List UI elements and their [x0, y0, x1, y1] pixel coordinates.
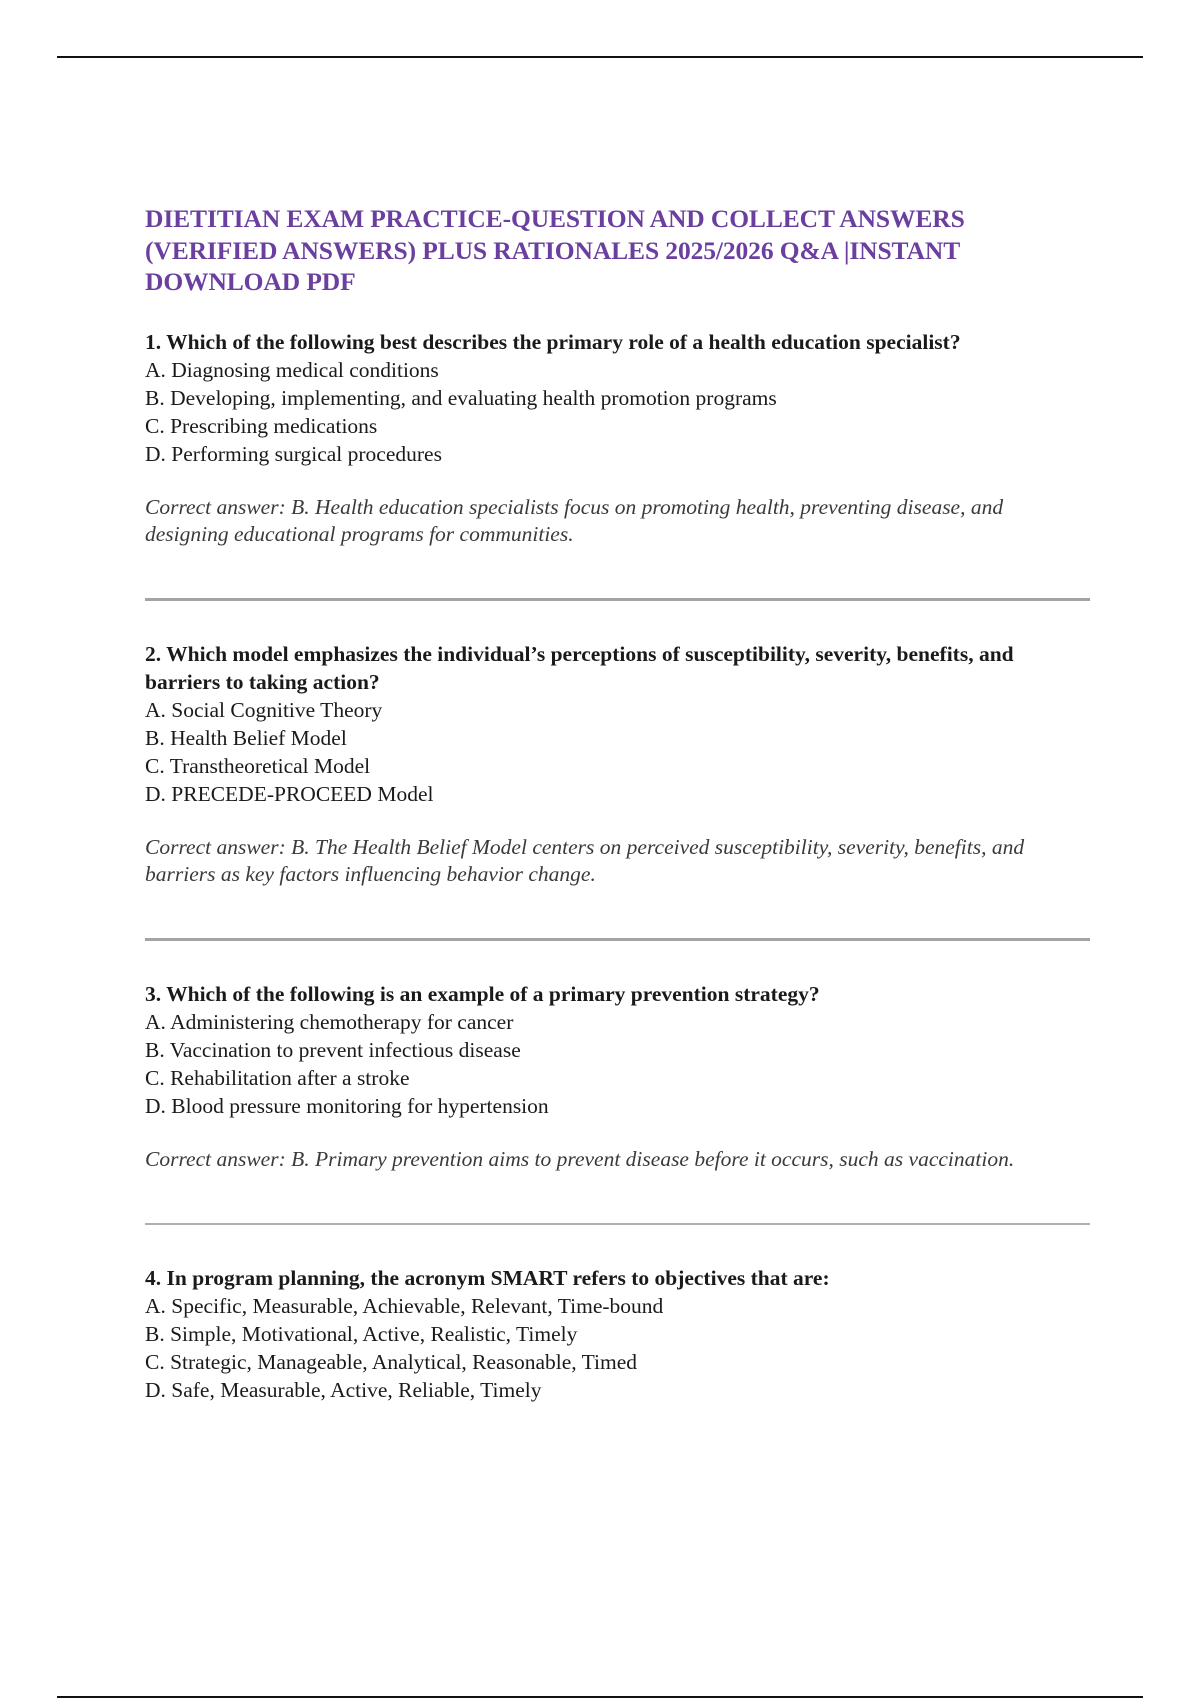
correct-answer-rationale: Correct answer: B. The Health Belief Model centers on perceived susceptibility, severity, benefits, and barriers as key factors influencing behavior change. [145, 834, 1025, 886]
answer-option: B. Health Belief Model [145, 725, 347, 750]
top-rule [57, 56, 1143, 58]
correct-answer-rationale: Correct answer: B. Primary prevention aims to prevent disease before it occurs, such as vaccination. [145, 1146, 1015, 1171]
question-block [145, 328, 1090, 548]
bottom-rule [57, 1696, 1143, 1698]
question-text: 3. Which of the following is an example of a primary prevention strategy? [145, 981, 820, 1006]
question-block [145, 640, 1090, 888]
answer-option: C. Transtheoretical Model [145, 753, 371, 778]
question-separator [145, 938, 1090, 941]
document-title: DIETITIAN EXAM PRACTICE-QUESTION AND COLLECT ANSWERS (VERIFIED ANSWERS) PLUS RATIONALES 2025/2026 Q&A |INSTANT DOWNLOAD PDF [145, 204, 965, 296]
answer-option: C. Strategic, Manageable, Analytical, Reasonable, Timed [145, 1349, 638, 1374]
answer-option: D. Safe, Measurable, Active, Reliable, Timely [145, 1377, 542, 1402]
answer-option: B. Vaccination to prevent infectious disease [145, 1037, 521, 1062]
answer-option: D. PRECEDE-PROCEED Model [145, 781, 434, 806]
question-separator [145, 598, 1090, 601]
answer-option: B. Developing, implementing, and evaluating health promotion programs [145, 385, 777, 410]
answer-option: C. Prescribing medications [145, 413, 378, 438]
answer-option: C. Rehabilitation after a stroke [145, 1065, 410, 1090]
question-text: 2. Which model emphasizes the individual’s perceptions of susceptibility, severity, benefits, and barriers to taking action? [145, 641, 1014, 694]
document-body [145, 203, 1090, 1404]
answer-option: A. Administering chemotherapy for cancer [145, 1009, 514, 1034]
answer-option: A. Diagnosing medical conditions [145, 357, 439, 382]
answer-option: A. Specific, Measurable, Achievable, Relevant, Time-bound [145, 1293, 664, 1318]
answer-option: A. Social Cognitive Theory [145, 697, 383, 722]
correct-answer-rationale: Correct answer: B. Health education specialists focus on promoting health, preventing disease, and designing educational programs for communities. [145, 494, 1004, 546]
answer-option: B. Simple, Motivational, Active, Realistic, Timely [145, 1321, 578, 1346]
answer-option: D. Blood pressure monitoring for hypertension [145, 1093, 549, 1118]
question-block [145, 980, 1090, 1173]
question-block [145, 1264, 1090, 1404]
question-separator [145, 1223, 1090, 1225]
question-text: 1. Which of the following best describes the primary role of a health education specialist? [145, 329, 961, 354]
question-text: 4. In program planning, the acronym SMART refers to objectives that are: [145, 1265, 830, 1290]
answer-option: D. Performing surgical procedures [145, 441, 442, 466]
